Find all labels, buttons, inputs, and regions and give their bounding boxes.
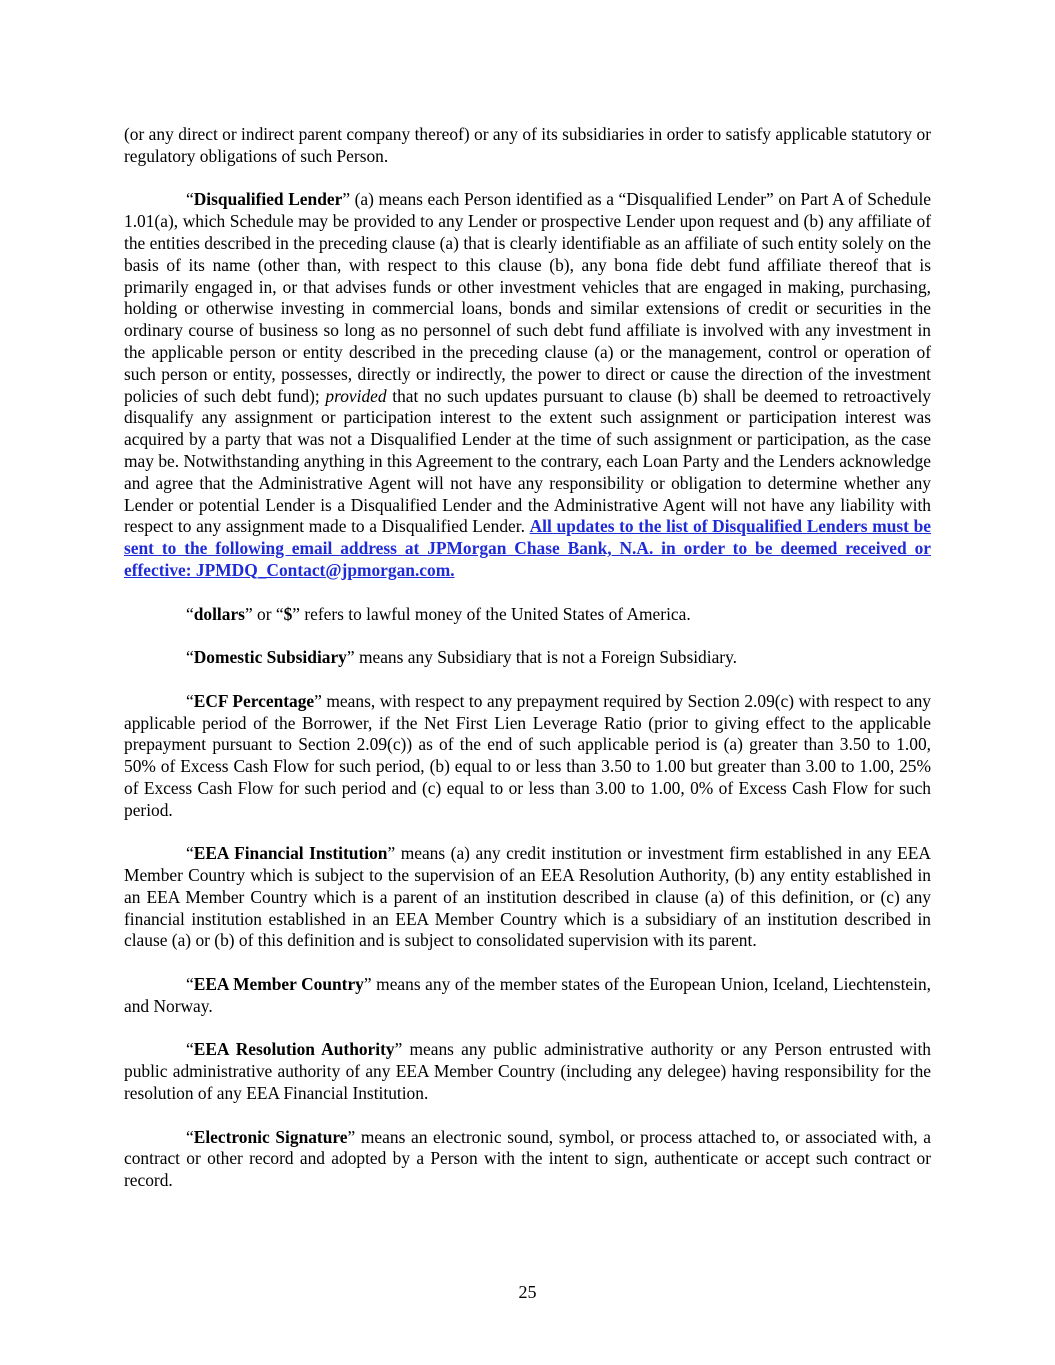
defined-term: Electronic Signature — [193, 1126, 348, 1147]
definition-text: ” means any of the member states of the European Union, Iceland, Liechtenstein, and Norway. — [124, 974, 931, 1016]
defined-term: EEA Financial Institution — [193, 843, 388, 864]
defined-term: Domestic Subsidiary — [193, 647, 347, 668]
defined-term: EEA Resolution Authority — [193, 1039, 395, 1060]
definition-text: ” means, with respect to any prepayment required by Section 2.09(c) with respect to any applicable period of the Borrower, if the Net First Lien Leverage Ratio (prior to giving effect to the applicable prepayment pursuant to Section 2.09(c)) as of the end of such applicable period is (a) greater than 3.50 to 1.00, 50% of Excess Cash Flow for such period, (b) equal to or less than 3.50 to 1.00 but greater than 3.00 to 1.00, 25% of Excess Cash Flow for such period and (c) equal to or less than 3.00 to 1.00, 0% of Excess Cash Flow for such period. — [124, 690, 931, 820]
definition-eea-resolution-authority: “EEA Resolution Authority” means any public administrative authority or any Person entrusted with public administrative authority of any EEA Member Country (including any delegee) having responsibility for the resolution of any EEA Financial Institution. — [124, 1039, 931, 1104]
intro-paragraph: (or any direct or indirect parent company thereof) or any of its subsidiaries in order to satisfy applicable statutory or regulatory obligations of such Person. — [124, 124, 931, 166]
definition-disqualified-lender: “Disqualified Lender” (a) means each Person identified as a “Disqualified Lender” on Part A of Schedule 1.01(a), which Schedule may be provided to any Lender or prospective Lender upon request and (b) any affiliate of the entities described in the preceding clause (a) that is clearly identifiable as an affiliate of such entity solely on the basis of its name (other than, with respect to this clause (b), any bona fide debt fund affiliate thereof that is primarily engaged in, or that advises funds or other investment vehicles that are engaged in making, purchasing, holding or otherwise investing in commercial loans, bonds and similar extensions of credit or securities in the ordinary course of business so long as no personnel of such debt fund affiliate is involved with any investment in the applicable person or entity described in the preceding clause (a) or the management, control or operation of such person or entity, possesses, directly or indirectly, the power to direct or cause the direction of the investment policies of such debt fund); provided that no such updates pursuant to clause (b) shall be deemed to retroactively disqualify any assignment or participation interest to the extent such assignment or participation interest was acquired by a party that was not a Disqualified Lender at the time of such assignment or participation, as the case may be. Notwithstanding anything in this Agreement to the contrary, each Loan Party and the Lenders acknowledge and agree that the Administrative Agent will not have any responsibility or obligation to determine whether any Lender or potential Lender is a Disqualified Lender and the Administrative Agent will not have any liability with respect to any assignment made to a Disqualified Lender. All updates to the list of Disqualified Lenders must be sent to the following email address at JPMorgan Chase Bank, N.A. in order to be deemed received or effective: JPMDQ_Contact@jpmorgan.com. — [124, 189, 932, 580]
definition-text: ” means (a) any credit institution or investment firm established in any EEA Member Country which is subject to the supervision of an EEA Resolution Authority, (b) any entity established in an EEA Member Country which is a parent of an institution described in clause (a) of this definition, or (c) any financial institution established in an EEA Member Country which is a subsidiary of an institution described in clause (a) or (b) of this definition and is subject to consolidated supervision with its parent. — [124, 843, 931, 951]
defined-term: $ — [283, 603, 293, 624]
definition-text: ” refers to lawful money of the United States of America. — [292, 603, 691, 624]
definition-text: ” means any Subsidiary that is not a Foreign Subsidiary. — [346, 647, 737, 668]
definition-text: ” or “ — [244, 603, 284, 624]
definition-ecf-percentage: “ECF Percentage” means, with respect to any prepayment required by Section 2.09(c) with respect to any applicable period of the Borrower, if the Net First Lien Leverage Ratio (prior to giving effect to the applicable prepayment pursuant to Section 2.09(c)) as of the end of such applicable period is (a) greater than 3.50 to 1.00, 50% of Excess Cash Flow for such period, (b) equal to or less than 3.50 to 1.00 but greater than 3.00 to 1.00, 25% of Excess Cash Flow for such period and (c) equal to or less than 3.00 to 1.00, 0% of Excess Cash Flow for such period. — [124, 690, 931, 820]
definition-text: ” means an electronic sound, symbol, or process attached to, or associated with, a contract or other record and adopted by a Person with the intent to sign, authenticate or accept such contract or record. — [124, 1126, 931, 1191]
definition-text: ” (a) means each Person identified as a “Disqualified Lender” on Part A of Schedule 1.01(a), which Schedule may be provided to any Lender or prospective Lender upon request and (b) any affiliate of the entities described in the preceding clause (a) that is clearly identifiable as an affiliate of such entity solely on the basis of its name (other than, with respect to this clause (b), any bona fide debt fund affiliate thereof that is primarily engaged in, or that advises funds or other investment vehicles that are engaged in making, purchasing, holding or otherwise investing in commercial loans, bonds and similar extensions of credit or securities in the ordinary course of business so long as no personnel of such debt fund affiliate is involved with any investment in the applicable person or entity described in the preceding clause (a) or the management, control or operation of such person or entity, possesses, directly or indirectly, the power to direct or cause the direction of the investment policies of such debt fund); — [124, 189, 932, 406]
definition-eea-member-country: “EEA Member Country” means any of the member states of the European Union, Iceland, Liechtenstein, and Norway. — [124, 974, 931, 1016]
definition-dollars: “dollars” or “$” refers to lawful money of the United States of America. — [186, 603, 691, 624]
disqualified-lenders-update-link[interactable]: All updates to the list of Disqualified Lenders must be sent to the following email address at JPMorgan Chase Bank, N.A. in order to be deemed received or effective: JPMDQ_Contact@jpmorgan.com. — [124, 516, 931, 580]
definition-domestic-subsidiary: “Domestic Subsidiary” means any Subsidiary that is not a Foreign Subsidiary. — [186, 647, 737, 668]
document-page — [124, 124, 931, 1192]
page-number: 25 — [518, 1282, 537, 1302]
definition-text: that no such updates pursuant to clause (b) shall be deemed to retroactively disqualify any assignment or participation interest to the extent such assignment or participation interest was acquired by a party that was not a Disqualified Lender at the time of such assignment or participation, as the case may be. Notwithstanding anything in this Agreement to the contrary, each Loan Party and the Lenders acknowledge and agree that the Administrative Agent will not have any responsibility or obligation to determine whether any Lender or potential Lender is a Disqualified Lender and the Administrative Agent will not have any liability with respect to any assignment made to a Disqualified Lender. — [124, 385, 931, 537]
defined-term: Disqualified Lender — [193, 189, 343, 210]
defined-term: EEA Member Country — [193, 974, 364, 995]
defined-term: dollars — [193, 603, 245, 624]
emphasis-text: provided — [325, 385, 387, 406]
defined-term: ECF Percentage — [193, 690, 315, 711]
definition-eea-financial-institution: “EEA Financial Institution” means (a) any credit institution or investment firm established in any EEA Member Country which is subject to the supervision of an EEA Resolution Authority, (b) any entity established in an EEA Member Country which is a parent of an institution described in clause (a) of this definition, or (c) any financial institution established in an EEA Member Country which is a subsidiary of an institution described in clause (a) or (b) of this definition and is subject to consolidated supervision with its parent. — [124, 843, 931, 951]
definition-electronic-signature: “Electronic Signature” means an electronic sound, symbol, or process attached to, or associated with, a contract or other record and adopted by a Person with the intent to sign, authenticate or accept such contract or record. — [124, 1126, 931, 1191]
definition-text: ” means any public administrative authority or any Person entrusted with public administrative authority of any EEA Member Country (including any delegee) having responsibility for the resolution of any EEA Financial Institution. — [124, 1039, 931, 1104]
